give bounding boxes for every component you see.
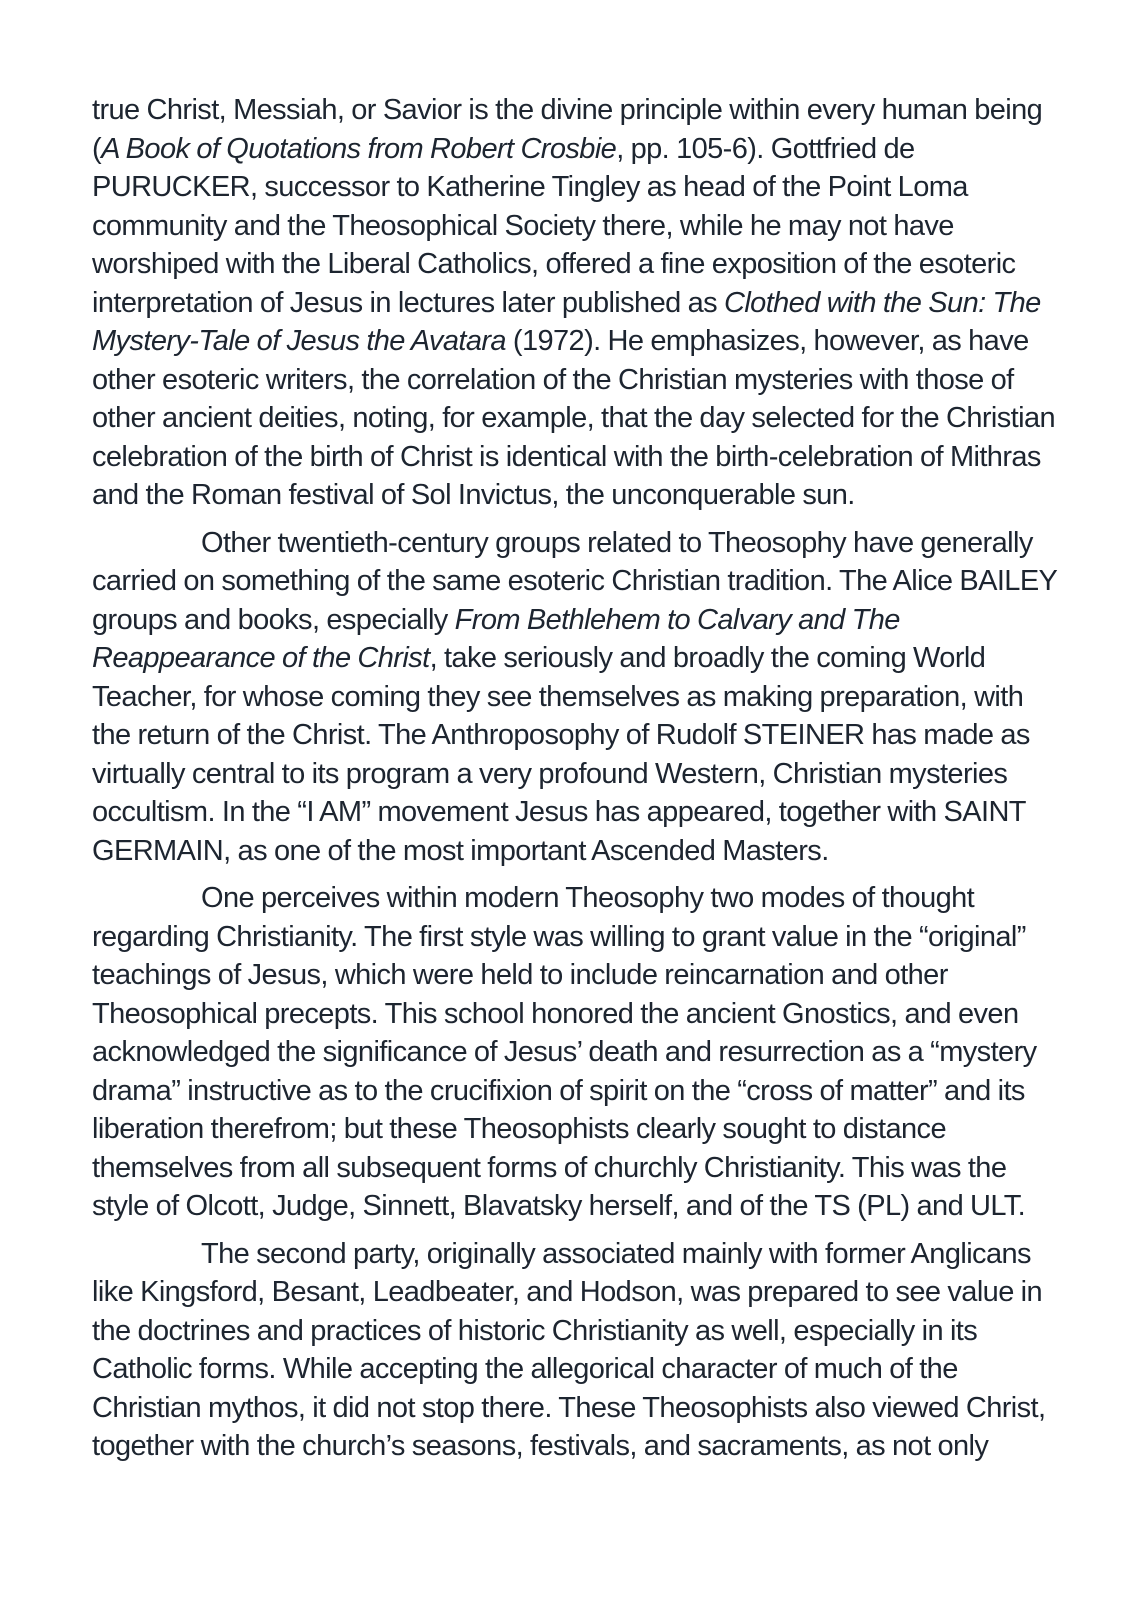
paragraph-text: The second party, originally associated mainly with former Anglicans like Kingsford, Besant, Leadbeater, and Hodson, was prepared to see value in the doctrines and practices of historic Christianity as well, especially in its Catholic forms. While accepting the allegorical character of much of the Christian mythos, it did not stop there. These Theosophists also viewed Christ, together with the church’s seasons, festivals, and sacraments, as not only — [92, 1237, 1046, 1462]
paragraph-second-party — [92, 1235, 1057, 1466]
paragraph-text: (1972). He emphasizes, however, as have other esoteric writers, the correlation of the Christian mysteries with those of other ancient deities, noting, for example, that the day selected for the Christian celebration of the birth of Christ is identical with the birth-celebration of Mithras and the Roman festival of Sol Invictus, the unconquerable sun. — [92, 325, 1056, 511]
paragraph-text: , pp. 105-6). Gottfried de PURUCKER, successor to Katherine Tingley as head of the Point Loma community and the Theosophical Society there, while he may not have worshiped with the Liberal Catholics, offered a fine exposition of the esoteric interpretation of Jesus in lectures later published as — [92, 132, 1016, 319]
book-title-crosbie-quotations: A Book of Quotations from Robert Crosbie — [101, 132, 617, 165]
paragraph-text: , take seriously and broadly the coming World Teacher, for whose coming they see themselves as making preparation, with the return of the Christ. The Anthroposophy of Rudolf STEINER has made as virtually central to its program a very profound Western, Christian mysteries occultism. In the “I AM” movement Jesus has appeared, together with SAINT GERMAIN, as one of the most important Ascended Masters. — [92, 642, 1030, 867]
paragraph-text: Other twentieth-century groups related to Theosophy have generally carried on something of the same esoteric Christian tradition. The Alice BAILEY groups and books, especially — [92, 526, 1057, 636]
paragraph-two-modes-of-thought — [92, 879, 1057, 1226]
paragraph-text: true Christ, Messiah, or Savior is the divine principle within every human being ( — [92, 94, 1043, 165]
document-page — [92, 91, 1057, 1466]
book-title-bethlehem-to-calvary: From Bethlehem to Calvary and The Reappearance of the Christ — [92, 603, 900, 674]
paragraph-purucker — [92, 91, 1057, 515]
paragraph-text: One perceives within modern Theosophy two modes of thought regarding Christianity. The first style was willing to grant value in the “original” teachings of Jesus, which were held to include reincarnation and other Theosophical precepts. This school honored the ancient Gnostics, and even acknowledged the significance of Jesus’ death and resurrection as a “mystery drama” instructive as to the crucifixion of spirit on the “cross of matter” and its liberation therefrom; but these Theosophists clearly sought to distance themselves from all subsequent forms of churchly Christianity. This was the style of Olcott, Judge, Sinnett, Blavatsky herself, and of the TS (PL) and ULT. — [92, 882, 1037, 1222]
book-title-clothed-with-the-sun: Clothed with the Sun: The Mystery-Tale of Jesus the Avatara — [92, 286, 1041, 357]
paragraph-twentieth-century-groups — [92, 524, 1057, 871]
